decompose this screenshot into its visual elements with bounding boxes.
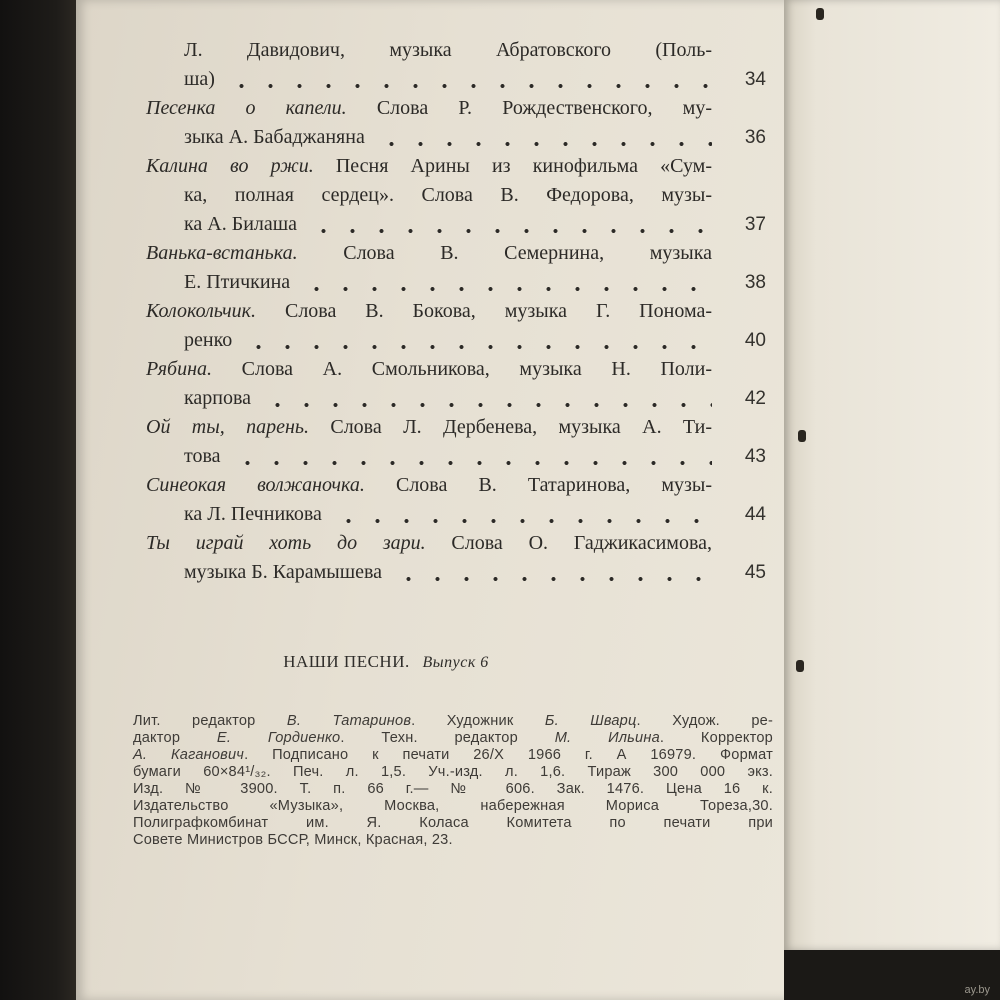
song-credits-cont: това xyxy=(184,445,221,467)
dot-leaders xyxy=(227,82,712,90)
song-credits: Слова Л. Дербенева, музыка А. Ти- xyxy=(309,416,712,438)
toc-entry-line xyxy=(146,442,766,471)
page-number: 36 xyxy=(744,127,766,148)
dot-leaders xyxy=(309,227,712,235)
imprint-line: бумаги 60×84¹/₃₂. Печ. л. 1,5. Уч.-изд. л. 1,6. Тираж 300 000 экз. xyxy=(133,764,773,780)
page-edge-mark xyxy=(798,430,806,442)
toc-entry-line xyxy=(146,384,766,413)
page-number: 44 xyxy=(744,504,766,525)
toc-entry-line xyxy=(146,355,712,384)
song-title: Калина во ржи. xyxy=(146,155,314,177)
table-of-contents xyxy=(146,36,766,587)
toc-entry-line xyxy=(146,558,766,587)
page-number: 42 xyxy=(744,388,766,409)
song-title: Песенка о капели. xyxy=(146,97,347,119)
dot-leaders xyxy=(233,459,712,467)
toc-entry-line xyxy=(146,152,712,181)
toc-entry xyxy=(146,94,766,152)
toc-entry-line xyxy=(146,36,712,65)
toc-entry-line xyxy=(146,239,712,268)
song-title: Ой ты, парень. xyxy=(146,416,310,438)
next-page-edge xyxy=(784,0,1000,950)
song-title: Ванька-встанька. xyxy=(146,242,298,264)
dot-leaders xyxy=(302,285,712,293)
toc-entry xyxy=(146,239,766,297)
song-credits: Слова В. Татаринова, музы- xyxy=(364,474,713,496)
toc-entry-line xyxy=(146,94,712,123)
song-credits: Слова В. Семернина, музыка xyxy=(297,242,712,264)
book-spine-shadow xyxy=(0,0,80,1000)
imprint-line: Издательство «Музыка», Москва, набережная Мориса Тореза,30. xyxy=(133,798,773,814)
imprint-line: дактор Е. Гордиенко. Техн. редактор М. Ильина. Корректор xyxy=(133,730,774,746)
toc-entry xyxy=(146,529,766,587)
song-title: Ты играй хоть до зари. xyxy=(146,532,426,554)
song-title: Рябина. xyxy=(146,358,212,380)
toc-entry-line xyxy=(146,500,766,529)
toc-entry-line xyxy=(146,471,712,500)
dot-leaders xyxy=(244,343,712,351)
song-credits-cont: ренко xyxy=(184,329,233,351)
page-number: 45 xyxy=(744,562,766,583)
song-credits: Слова В. Бокова, музыка Г. Понома- xyxy=(256,300,712,322)
series-name: НАШИ ПЕСНИ. xyxy=(283,652,410,671)
toc-entry xyxy=(146,152,766,239)
toc-entry-line xyxy=(146,326,766,355)
dot-leaders xyxy=(334,517,712,525)
imprint-line: Изд. № 3900. Т. п. 66 г.— № 606. Зак. 1476. Цена 16 к. xyxy=(133,781,773,797)
toc-entry-line xyxy=(146,413,712,442)
toc-entry-line xyxy=(146,529,712,558)
toc-entry-line: ка, полная сердец». Слова В. Федорова, музы- xyxy=(184,184,712,206)
song-credits-cont: Е. Птичкина xyxy=(184,271,291,293)
page-number: 38 xyxy=(744,272,766,293)
song-credits: Слова Р. Рождественского, му- xyxy=(346,97,712,119)
toc-entry xyxy=(146,355,766,413)
toc-entry-line xyxy=(146,65,766,94)
song-credits: Слова А. Смольникова, музыка Н. Поли- xyxy=(212,358,712,380)
toc-entry xyxy=(146,36,766,94)
series-issue: Выпуск 6 xyxy=(422,654,489,671)
page-edge-mark xyxy=(796,660,804,672)
toc-entry-line xyxy=(146,297,712,326)
imprint-line: Лит. редактор В. Татаринов. Художник Б. Шварц. Худож. ре- xyxy=(133,713,774,729)
toc-entry xyxy=(146,413,766,471)
page-number: 43 xyxy=(744,446,766,467)
toc-entry-line xyxy=(146,210,766,239)
page-number: 37 xyxy=(744,214,766,235)
song-credits: Л. Давидович, музыка Абратовского (Поль- xyxy=(184,39,712,61)
imprint-line: А. Каганович. Подписано к печати 26/X 1966 г. А 16979. Формат xyxy=(133,747,773,763)
dot-leaders xyxy=(263,401,712,409)
page-edge-mark xyxy=(816,8,824,20)
imprint-block xyxy=(133,713,773,849)
song-credits-cont: ша) xyxy=(184,68,215,90)
toc-entry-line xyxy=(146,268,766,297)
song-credits: Слова О. Гаджикасимова, xyxy=(425,532,712,554)
page-number: 34 xyxy=(744,69,766,90)
dot-leaders xyxy=(394,575,712,583)
toc-entry xyxy=(146,297,766,355)
imprint-line: Полиграфкомбинат им. Я. Коласа Комитета по печати при xyxy=(133,815,773,831)
series-title xyxy=(0,652,772,672)
song-title: Синеокая волжаночка. xyxy=(146,474,365,496)
toc-entry xyxy=(146,471,766,529)
toc-entry-line xyxy=(146,123,766,152)
song-credits-cont: ка Л. Печникова xyxy=(184,503,322,525)
song-credits-cont: зыка А. Бабаджаняна xyxy=(184,126,365,148)
imprint-line: Совете Министров БССР, Минск, Красная, 23. xyxy=(133,832,453,848)
song-title: Колокольчик. xyxy=(146,300,257,322)
song-credits: Песня Арины из кинофильма «Сум- xyxy=(313,155,712,177)
song-credits-cont: ка А. Билаша xyxy=(184,213,298,235)
page-number: 40 xyxy=(744,330,766,351)
dot-leaders xyxy=(377,140,712,148)
song-credits-cont: музыка Б. Карамышева xyxy=(184,561,383,583)
watermark: ay.by xyxy=(964,984,990,996)
song-credits-cont: карпова xyxy=(184,387,252,409)
